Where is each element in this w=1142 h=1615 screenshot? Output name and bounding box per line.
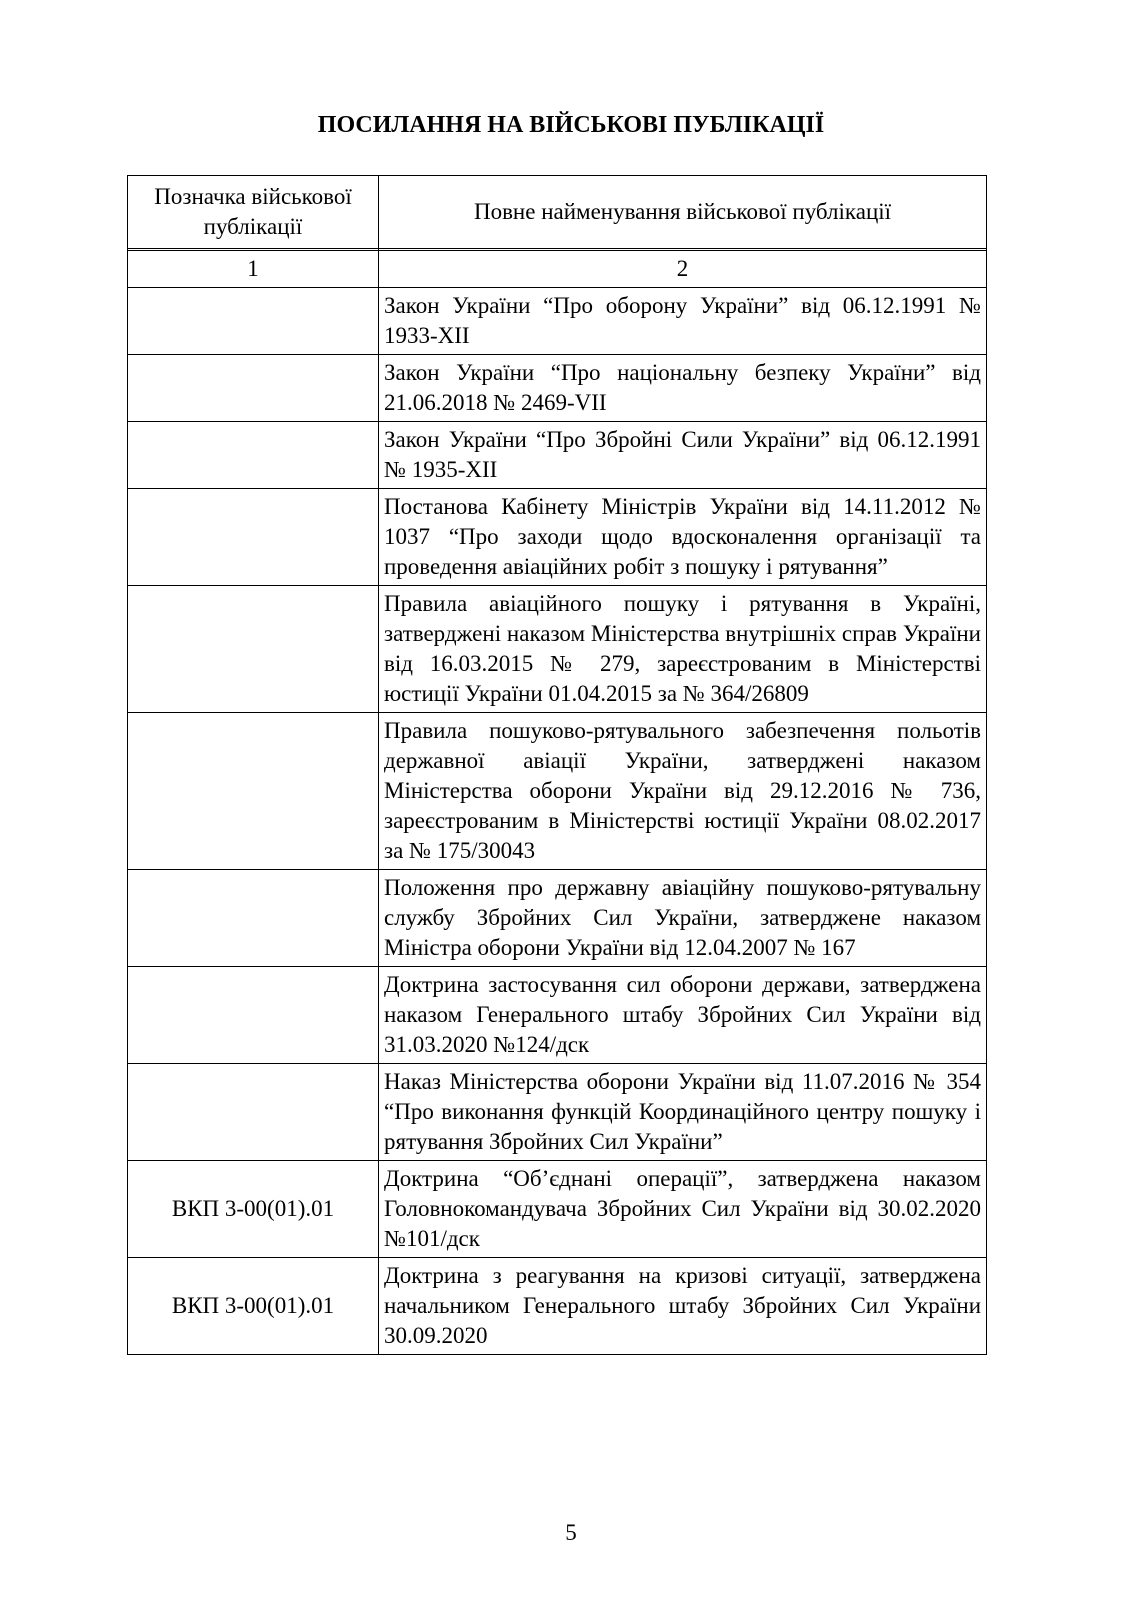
references-table [127,175,987,1355]
row-name: Закон України “Про оборону України” від 06.12.1991 № 1933-XII [379,288,987,355]
row-code [128,288,379,355]
row-code [128,422,379,489]
table-row [128,489,987,586]
row-name: Положення про державну авіаційну пошуково-рятувальну службу Збройних Сил України, затверджене наказом Міністра оборони України від 12.04.2007 № 167 [379,870,987,967]
row-name: Доктрина застосування сил оборони держави, затверджена наказом Генерального штабу Збройних Сил України від 31.03.2020 №124/дск [379,967,987,1064]
row-code [128,1064,379,1161]
header-code: Позначка військової публікації [128,176,379,249]
table-row [128,586,987,713]
table-header-row [128,176,987,249]
row-code [128,870,379,967]
row-code: ВКП 3-00(01).01 [128,1161,379,1258]
table-row [128,967,987,1064]
row-name: Доктрина з реагування на кризові ситуації, затверджена начальником Генерального штабу Збройних Сил України 30.09.2020 [379,1258,987,1355]
row-name: Закон України “Про національну безпеку України” від 21.06.2018 № 2469-VII [379,355,987,422]
column-number-2: 2 [379,251,987,288]
row-code [128,967,379,1064]
page-number: 5 [565,1520,577,1545]
row-name: Наказ Міністерства оборони України від 11.07.2016 № 354 “Про виконання функцій Координаційного центру пошуку і рятування Збройних Сил України” [379,1064,987,1161]
header-name: Повне найменування військової публікації [379,176,987,249]
table-row [128,1258,987,1355]
column-number-1: 1 [128,251,379,288]
row-code [128,713,379,870]
row-code [128,489,379,586]
row-code [128,586,379,713]
table-row [128,713,987,870]
table-row [128,1064,987,1161]
row-code [128,355,379,422]
column-numbers-row [128,251,987,288]
row-name: Правила пошуково-рятувального забезпечення польотів державної авіації України, затверджені наказом Міністерства оборони України від 29.12.2016 № 736, зареєстрованим в Міністерстві юстиції України 08.02.2017 за № 175/30043 [379,713,987,870]
page-title: ПОСИЛАННЯ НА ВІЙСЬКОВІ ПУБЛІКАЦІЇ [317,112,825,138]
table-row [128,288,987,355]
table-row [128,422,987,489]
table-row [128,870,987,967]
row-name: Доктрина “Об’єднані операції”, затверджена наказом Головнокомандувача Збройних Сил України від 30.02.2020 №101/дск [379,1161,987,1258]
table-row [128,355,987,422]
row-name: Правила авіаційного пошуку і рятування в Україні, затверджені наказом Міністерства внутрішніх справ України від 16.03.2015 № 279, зареєстрованим в Міністерстві юстиції України 01.04.2015 за № 364/26809 [379,586,987,713]
table-row [128,1161,987,1258]
row-code: ВКП 3-00(01).01 [128,1258,379,1355]
row-name: Закон України “Про Збройні Сили України” від 06.12.1991 № 1935-XII [379,422,987,489]
row-name: Постанова Кабінету Міністрів України від 14.11.2012 № 1037 “Про заходи щодо вдосконалення організації та проведення авіаційних робіт з пошуку і рятування” [379,489,987,586]
